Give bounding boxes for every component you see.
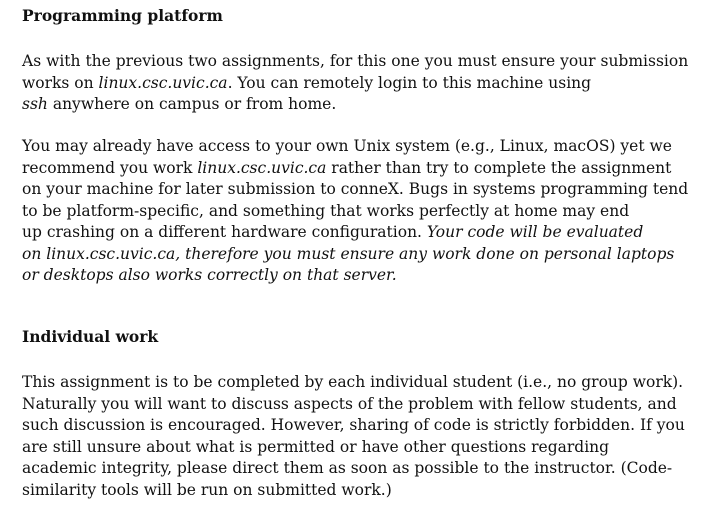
text-line: on your machine for later submission to conneX. Bugs in systems programming tend (22, 180, 689, 198)
text-line (22, 73, 688, 95)
text-line (22, 158, 688, 180)
text-line: are still unsure about what is permitted or have other questions regarding (22, 437, 610, 456)
text-span: anywhere on campus or from home. (47, 95, 337, 113)
emphasis-text-line: on linux.csc.uvic.ca, therefore you must ensure any work done on personal laptops (22, 244, 675, 263)
text-line: This assignment is to be completed by each individual student (i.e., no group work). (22, 373, 684, 391)
text-span: . You can remotely login to this machine using (227, 73, 592, 92)
paragraph-platform-intro (22, 51, 688, 116)
section-heading-programming-platform: Programming platform (22, 6, 223, 25)
text-span: up crashing on a different hardware configuration. (22, 223, 427, 241)
text-line: As with the previous two assignments, for this one you must ensure your submission (22, 52, 689, 70)
text-span: recommend you work (22, 158, 198, 177)
text-span: works on (22, 73, 99, 92)
text-line: similarity tools will be run on submitted work.) (22, 480, 392, 499)
text-line: Naturally you will want to discuss aspects of the problem with fellow students, and (22, 394, 677, 413)
text-line: You may already have access to your own Unix system (e.g., Linux, macOS) yet we (22, 137, 672, 155)
text-line: to be platform-specific, and something that works perfectly at home may end (22, 201, 630, 220)
hostname-text: linux.csc.uvic.ca (197, 158, 327, 177)
text-span: rather than try to complete the assignment (326, 158, 672, 177)
emphasis-text: Your code will be evaluated (426, 223, 644, 241)
text-line (22, 94, 688, 116)
text-line: such discussion is encouraged. However, sharing of code is strictly forbidden. If you (22, 416, 685, 434)
section-heading-individual-work: Individual work (22, 327, 159, 346)
hostname-text: linux.csc.uvic.ca (98, 73, 228, 92)
emphasis-text-line: or desktops also works correctly on that server. (22, 266, 397, 284)
text-line (22, 222, 688, 244)
paragraph-individual-work (22, 372, 685, 501)
text-line: academic integrity, please direct them as soon as possible to the instructor. (Code- (22, 459, 673, 477)
paragraph-platform-recommendation (22, 136, 688, 287)
ssh-text: ssh (22, 95, 48, 113)
